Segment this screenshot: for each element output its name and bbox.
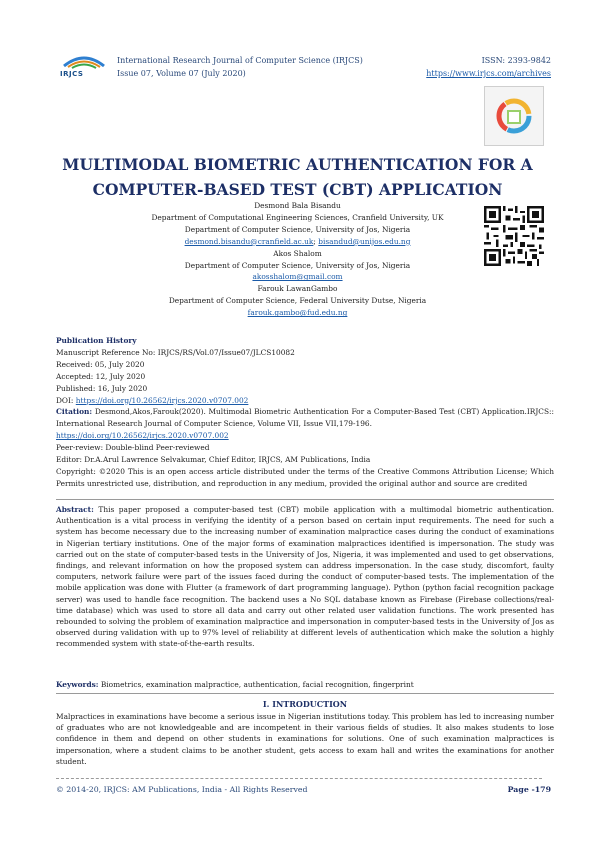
- peer-review: Peer-review: Double-blind Peer-reviewed: [56, 443, 210, 453]
- published-date: Published: 16, July 2020: [56, 383, 148, 393]
- page-number: Page -179: [507, 785, 551, 794]
- publication-meta: [56, 335, 554, 490]
- citation-link[interactable]: https://doi.org/10.26562/irjcs.2020.v0707.002: [56, 431, 229, 441]
- author-2-name: Akos Shalom: [273, 248, 322, 258]
- history-heading: Publication History: [56, 336, 137, 345]
- title-line-2: COMPUTER-BASED TEST (CBT) APPLICATION: [92, 180, 503, 199]
- keywords: [56, 680, 554, 689]
- issue-info: Issue 07, Volume 07 (July 2020): [117, 69, 246, 78]
- doi-link[interactable]: https://doi.org/10.26562/irjcs.2020.v0707.002: [75, 395, 249, 405]
- manuscript-ref: Manuscript Reference No: IRJCS/RS/Vol.07/Issue07/JLCS10082: [56, 347, 295, 357]
- issn: ISSN: 2393-9842: [481, 56, 551, 65]
- citation-text: Desmond,Akos,Farouk(2020). Multimodal Biometric Authentication For a Computer-Based Test (CBT) Application.IRJCS:: International Research Journal of Computer Science, Volume VII, Issue VII,179-196.: [56, 407, 554, 429]
- crossmark-icon: [485, 87, 543, 145]
- author-1-affiliation-1: Department of Computational Engineering Sciences, Cranfield University, UK: [151, 212, 444, 222]
- email-separator: ;: [313, 236, 316, 246]
- doi-label: DOI:: [56, 395, 74, 405]
- footer-divider: [56, 778, 542, 779]
- citation-label: Citation:: [56, 407, 93, 417]
- copyright: Copyright: ©2020 This is an open access article distributed under the terms of the Creative Commons Attribution License; Which Permits unrestricted use, distribution, and reproduction in any medium, provided the original author and source are credited: [56, 466, 554, 488]
- abstract-text: This paper proposed a computer-based test (CBT) mobile application with a multimodal biometric authentication. Authentication is a vital process in verifying the identity of a person based on certain input requirements. The need for such a system has become necessary due to the increasing number of examination malpractice cases during the conduct of examinations in Nigerian tertiary institutions. One of the major forms of examination malpractices identified is impersonation. The study was carried out on the state of computer-based tests in the University of Jos, Nigeria, it was implemented and used to get observations, findings, and relevant information on how the proposed system can address impersonation. In the case study, discomfort, faulty computers, network failure were part of the issues faced during the conduct of computer-based tests. The implementation of the mobile application was done with Flutter (a framework of dart programming language). Python (python facial recognition package server) was used to handle face recognition. The backend uses a No SQL database known as Firebase (Firebase collections/real-time database) which was used to store all data and carry out other related user validation functions. The work presented has rebounded to solving the problem of examination malpractice and impersonation in computer-based tests in the University of Jos as observed during validation with up to 97% level of reliability at different levels of authentication which make the solution a highly recommended system with state-of-the-earth results.: [56, 505, 554, 649]
- introduction-text: Malpractices in examinations have become a serious issue in Nigerian institutions today. This problem has led to increasing number of graduates who are not knowledgeable and are incompetent in their various fields of studies. It also makes students to lose confidence in them and depend on other students in examinations for solutions. One of such examination malpractices is impersonation, where a student claims to be another student, gets access to exam hall and writes the examinations for another student.: [56, 712, 554, 766]
- abstract: [56, 504, 554, 650]
- author-1-email-2[interactable]: bisandud@unijos.edu.ng: [318, 236, 411, 246]
- divider: [56, 693, 554, 694]
- archives-link[interactable]: https://www.irjcs.com/archives: [426, 69, 551, 78]
- crossmark-badge[interactable]: [484, 86, 544, 146]
- title-line-1: MULTIMODAL BIOMETRIC AUTHENTICATION FOR A: [62, 155, 533, 174]
- author-1-email-1[interactable]: desmond.bisandu@cranfield.ac.uk: [184, 236, 314, 246]
- author-1-name: Desmond Bala Bisandu: [254, 201, 341, 210]
- author-1-affiliation-2: Department of Computer Science, University of Jos, Nigeria: [184, 224, 411, 234]
- author-1-emails: [100, 236, 495, 248]
- divider: [56, 499, 554, 500]
- author-3-email[interactable]: farouk.gambo@fud.edu.ng: [247, 308, 348, 318]
- author-3-name: Farouk LawanGambo: [257, 284, 338, 294]
- keywords-text: Biometrics, examination malpractice, authentication, facial recognition, fingerprint: [100, 680, 414, 689]
- section-heading-introduction: I. INTRODUCTION: [262, 699, 348, 709]
- author-block: [100, 200, 495, 319]
- accepted-date: Accepted: 12, July 2020: [56, 371, 146, 381]
- paper-title: [40, 152, 555, 202]
- author-2-email[interactable]: akosshalom@gmail.com: [252, 272, 343, 282]
- abstract-label: Abstract:: [56, 505, 94, 514]
- logo-text: IRJCS: [60, 70, 84, 78]
- keywords-label: Keywords:: [56, 680, 99, 689]
- journal-name: International Research Journal of Computer Science (IRJCS): [117, 56, 363, 65]
- citation: [56, 406, 554, 430]
- author-2-affiliation: Department of Computer Science, University of Jos, Nigeria: [184, 260, 411, 270]
- doi-line: [56, 395, 554, 407]
- editor: Editor: Dr.A.Arul Lawrence Selvakumar, Chief Editor, IRJCS, AM Publications, India: [56, 455, 371, 465]
- received-date: Received: 05, July 2020: [56, 359, 145, 369]
- author-3-affiliation: Department of Computer Science, Federal University Dutse, Nigeria: [168, 296, 427, 306]
- footer-copyright: © 2014-20, IRJCS: AM Publications, India - All Rights Reserved: [56, 785, 308, 794]
